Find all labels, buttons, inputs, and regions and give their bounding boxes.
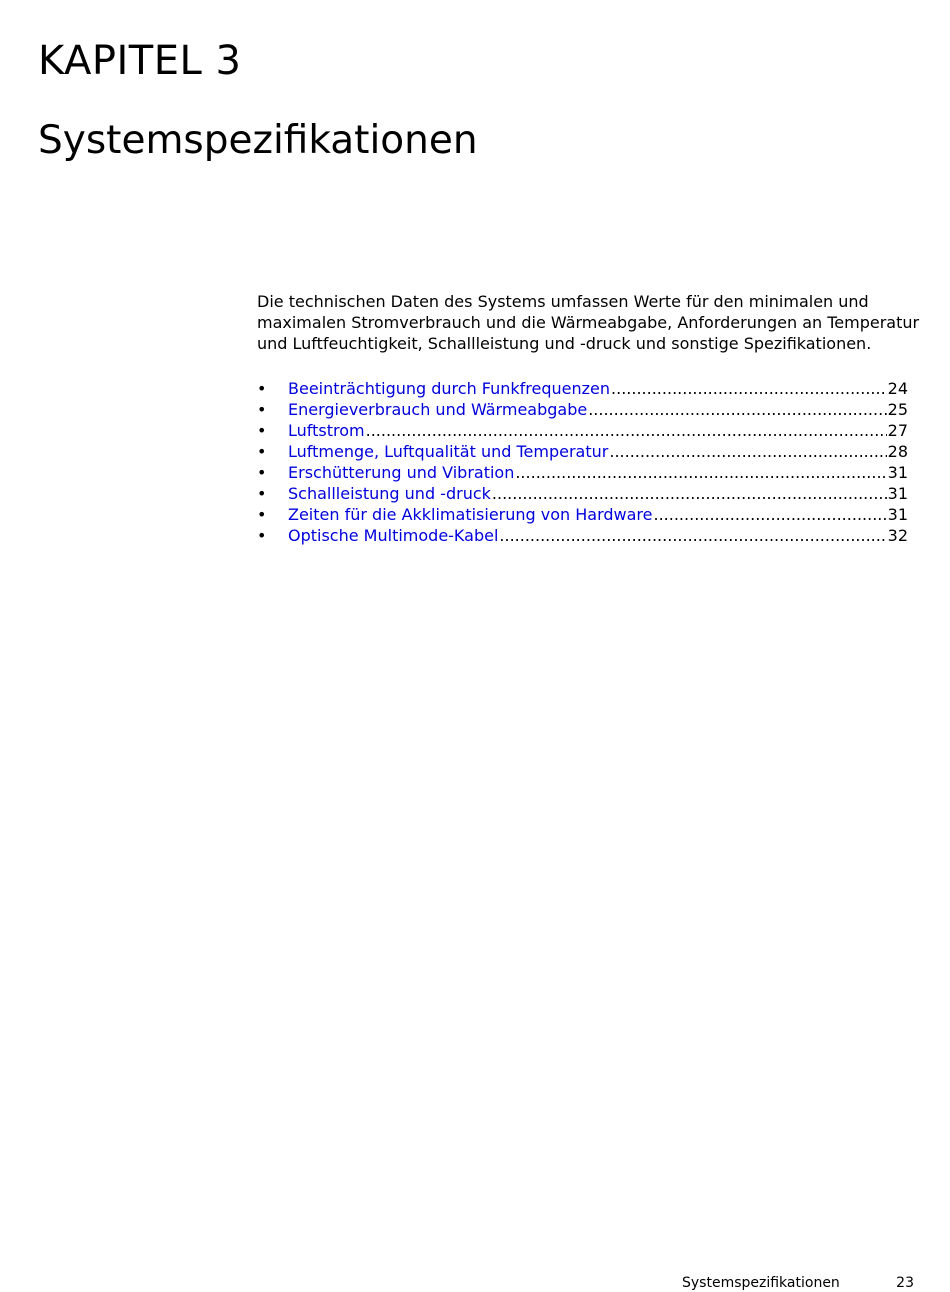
bullet-icon: •	[257, 484, 267, 503]
bullet-icon: •	[257, 421, 267, 440]
toc-link-akklimatisierung[interactable]: Zeiten für die Akklimatisierung von Hardware	[288, 505, 653, 524]
bullet-icon: •	[257, 442, 267, 461]
toc-link-schallleistung[interactable]: Schallleistung und -druck	[288, 484, 491, 503]
toc-item	[257, 420, 908, 441]
toc-item	[257, 399, 908, 420]
toc-page-number: 27	[887, 421, 908, 440]
table-of-contents	[257, 378, 908, 546]
toc-item	[257, 462, 908, 483]
toc-item	[257, 504, 908, 525]
toc-link-multimode-kabel[interactable]: Optische Multimode-Kabel	[288, 526, 499, 545]
dot-leader	[609, 441, 886, 462]
bullet-icon: •	[257, 526, 267, 545]
bullet-icon: •	[257, 505, 267, 524]
chapter-title: Systemspezifikationen	[38, 118, 478, 163]
toc-page-number: 31	[887, 505, 908, 524]
toc-link-luftmenge[interactable]: Luftmenge, Luftqualität und Temperatur	[288, 442, 609, 461]
toc-item	[257, 378, 908, 399]
chapter-label: KAPITEL 3	[38, 38, 242, 84]
bullet-icon: •	[257, 400, 267, 419]
toc-page-number: 31	[887, 463, 908, 482]
toc-page-number: 24	[887, 379, 908, 398]
toc-link-erschuetterung[interactable]: Erschütterung und Vibration	[288, 463, 515, 482]
dot-leader	[588, 399, 886, 420]
toc-item	[257, 525, 908, 546]
footer-title: Systemspezifikationen	[682, 1275, 840, 1291]
toc-item	[257, 483, 908, 504]
bullet-icon: •	[257, 463, 267, 482]
toc-page-number: 25	[887, 400, 908, 419]
toc-page-number: 28	[887, 442, 908, 461]
dot-leader	[499, 525, 886, 546]
toc-link-funkfrequenzen[interactable]: Beeinträchtigung durch Funkfrequenzen	[288, 379, 611, 398]
dot-leader	[654, 504, 887, 525]
dot-leader	[366, 420, 887, 441]
toc-page-number: 31	[887, 484, 908, 503]
toc-link-luftstrom[interactable]: Luftstrom	[288, 421, 365, 440]
intro-paragraph: Die technischen Daten des Systems umfassen Werte für den minimalen und maximalen Stromverbrauch und die Wärmeabgabe, Anforderungen an Temperatur und Luftfeuchtigkeit, Schallleistung und -druck und sonstige Spezifikationen.	[257, 292, 920, 353]
bullet-icon: •	[257, 379, 267, 398]
dot-leader	[515, 462, 886, 483]
toc-link-energieverbrauch[interactable]: Energieverbrauch und Wärmeabgabe	[288, 400, 588, 419]
dot-leader	[492, 483, 887, 504]
toc-item	[257, 441, 908, 462]
dot-leader	[611, 378, 887, 399]
toc-page-number: 32	[887, 526, 908, 545]
footer-page-number: 23	[896, 1275, 914, 1291]
